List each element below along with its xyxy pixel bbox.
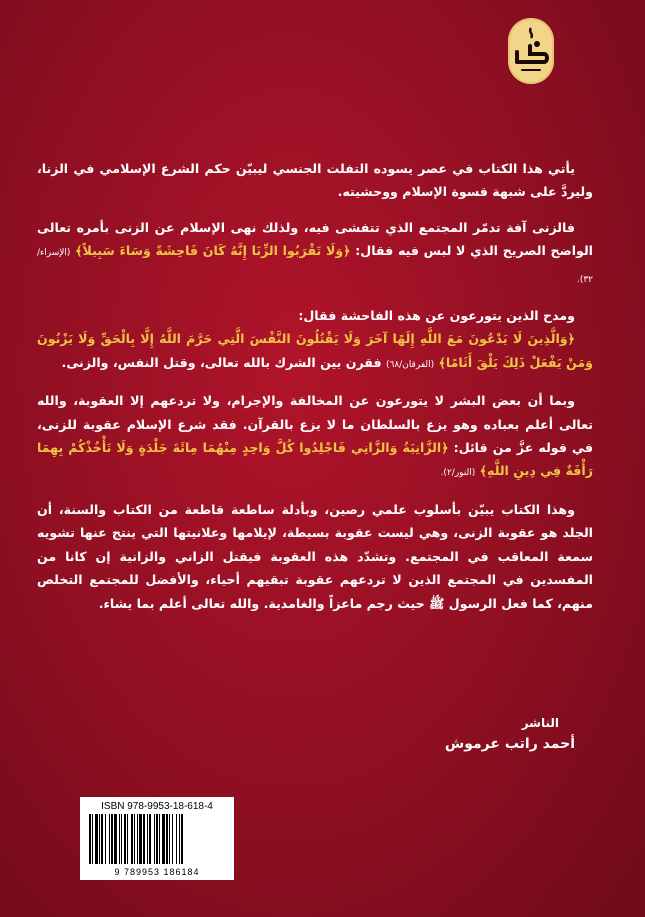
barcode-bar	[179, 814, 180, 864]
paragraph-furqan	[37, 327, 593, 377]
barcode-bar	[147, 814, 148, 864]
paragraph-intro: يأتي هذا الكتاب في عصر يسوده التفلت الجنسي ليبيّن حكم الشرع الإسلامي في الزنا، وليردَّ على شبهة قسوة الإسلام ووحشيته.	[37, 161, 593, 200]
paragraph-prohibition	[37, 216, 593, 292]
barcode-digits: 9 789953 186184	[114, 867, 200, 877]
barcode-bar	[154, 814, 155, 864]
barcode-bar	[92, 814, 93, 864]
publisher-label: الناشر	[521, 716, 559, 730]
barcode-bar	[131, 814, 133, 864]
barcode-bar	[169, 814, 170, 864]
paragraph-praise: ومدح الذين يتورعون عن هذه الفاحشة فقال:	[298, 308, 575, 324]
barcode-bar	[89, 814, 91, 864]
isbn-barcode	[80, 797, 234, 880]
barcode-bar	[134, 814, 135, 864]
publisher-credit	[375, 716, 575, 752]
barcode-bar	[156, 814, 158, 864]
barcode-bar	[181, 814, 183, 864]
paragraph-text: وبما أن بعض البشر لا يتورعون عن المخالفة والإجرام، ولا تردعهم إلا العقوبة، والله تعالى أعلم بعباده وهو يزع بالسلطان ما لا يزع بالقرآن. فقد شرع الإسلام عقوبة للزنى، في قوله عزَّ من قائل:	[37, 393, 593, 456]
barcode-bar	[101, 814, 103, 864]
paragraph-text: فالزنى آفة تدمّر المجتمع الذي تتفشى فيه، ولذلك نهى الإسلام عن الزنى بأمره تعالى الواضح الصريح الذي لا لبس فيه فقال:	[37, 219, 593, 259]
barcode-bar	[159, 814, 160, 864]
verse-reference: (الإسراء/٣٢).	[37, 248, 593, 285]
paragraph-punishment	[37, 389, 593, 486]
publisher-name: أحمد راتب عرموش	[444, 736, 575, 752]
barcode-bar	[176, 814, 177, 864]
back-cover-text	[37, 157, 593, 615]
paragraph-book-summary: وهذا الكتاب يبيّن بأسلوب علمي رصين، وبأدلة ساطعة قاطعة من الكتاب والسنة، أن الجلد هو عقوبة الزنى، وهي ليست عقوبة بسيطة، لإيلامها وعلانيتها التي ينتج عنها تشويه سمعة المعاقب في المجتمع. وتشدّد هذه العقوبة فيقتل الزاني والزانية إن كانا من المفسدين في المجتمع الذين لا تردعهم عقوبة تبقيهم أحياء، والأفضل للمجتمع التخلص منهم، كما فعل الرسول ﷺ حيث رجم ماعزاً والغامدية. والله تعالى أعلم بما يشاء.	[37, 501, 593, 611]
barcode-bar	[124, 814, 126, 864]
barcode-bar	[121, 814, 122, 864]
verse-reference: (النور/٢).	[440, 468, 476, 479]
barcode-bar	[114, 814, 117, 864]
barcode-bar	[172, 814, 173, 864]
barcode-bar	[137, 814, 138, 864]
publisher-logo-icon	[508, 18, 554, 84]
barcode-bar	[149, 814, 151, 864]
quran-verse: ﴿وَلَا تَقْرَبُوا الزِّنَا إِنَّهُ كَانَ فَاحِشَةً وَسَاءَ سَبِيلاً﴾	[75, 243, 351, 259]
verse-reference: (الفرقان/٦٨)	[385, 359, 435, 370]
barcode-bar	[143, 814, 145, 864]
barcode-bar	[162, 814, 165, 864]
quran-verse: ﴿وَالَّذِينَ لَا يَدْعُونَ مَعَ اللَّهِ إِلَهًا آخَرَ وَلَا يَقْتُلُونَ النَّفْسَ الَّتِي حَرَّمَ اللَّهُ إِلَّا بِالْحَقِّ وَلَا يَزْنُونَ وَمَنْ يَفْعَلْ ذَلِكَ يَلْقَ أَثَامًا﴾	[37, 331, 593, 370]
barcode-bar	[111, 814, 113, 864]
paragraph-text: فقرن بين الشرك بالله تعالى، وقتل النفس، والزنى.	[61, 354, 386, 370]
publisher-logo	[508, 18, 554, 84]
barcode-bar	[127, 814, 128, 864]
barcode-bar	[95, 814, 98, 864]
barcode-bar	[119, 814, 120, 864]
barcode-bar	[109, 814, 110, 864]
quran-verse: ﴿الزَّانِيَةُ وَالزَّانِي فَاجْلِدُوا كُلَّ وَاحِدٍ مِنْهُمَا مِائَةَ جَلْدَةٍ وَلَا تَأْخُذْكُمْ بِهِمَا رَأْفَةٌ فِي دِينِ اللَّهِ﴾	[37, 440, 593, 479]
barcode-bar	[139, 814, 142, 864]
barcode-bar	[166, 814, 168, 864]
barcode-bar	[105, 814, 106, 864]
barcode-bar	[99, 814, 100, 864]
barcode-bars	[89, 814, 225, 864]
isbn-number: ISBN 978-9953-18-618-4	[101, 801, 213, 812]
